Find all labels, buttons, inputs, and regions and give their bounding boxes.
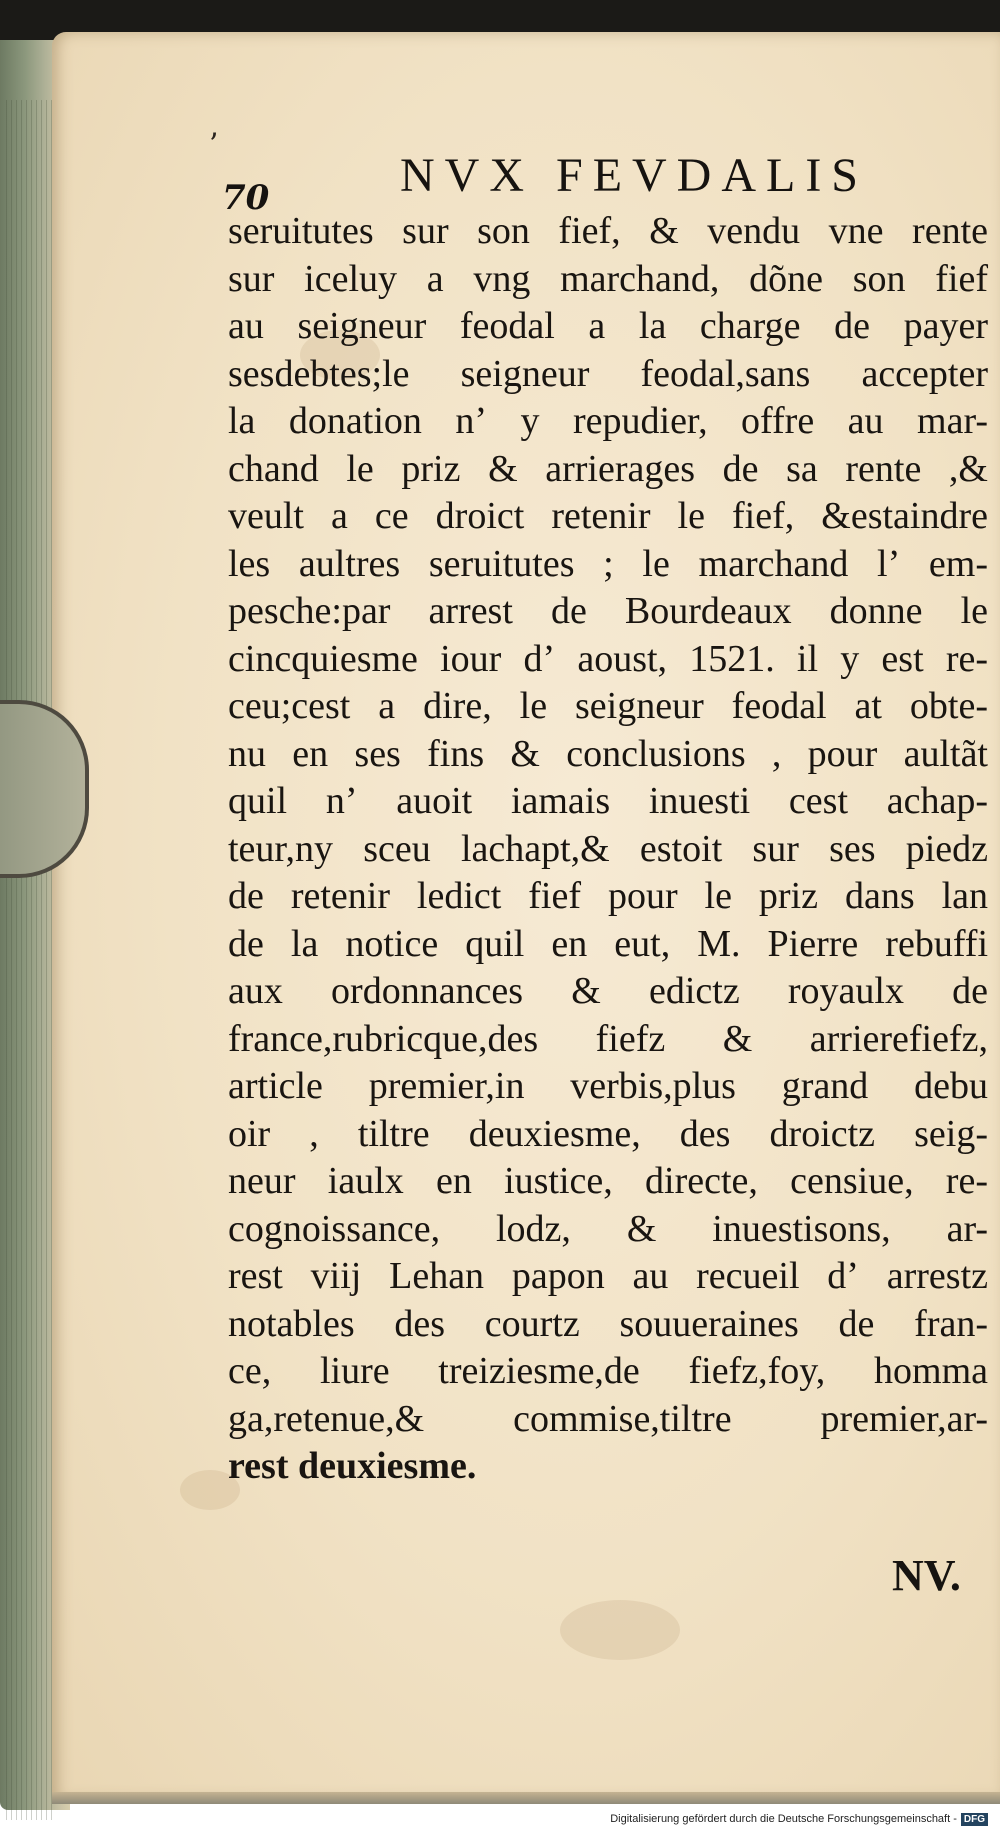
running-head: NVX FEVDALIS	[400, 149, 868, 202]
text-line: chand le priz & arrierages de sa rente ,&	[228, 447, 988, 490]
text-line: ceu;cest a dire, le seigneur feodal at obte-	[228, 685, 988, 727]
text-line: rest viij Lehan papon au recueil dʼ arrestz	[228, 1255, 988, 1297]
text-line: teur,ny sceu lachapt,& estoit sur ses piedz	[228, 827, 988, 870]
text-line: neur iaulx en iustice, directe, censiue, re-	[228, 1160, 988, 1202]
text-line: veult a ce droict retenir le fief, &estaindre	[228, 495, 988, 537]
text-line: quil nʼ auoit iamais inuesti cest achap-	[228, 780, 988, 822]
funding-note: Digitalisierung gefördert durch die Deutsche Forschungsgemeinschaft -	[610, 1813, 957, 1825]
text-line: france,rubricque,des fiefz & arrierefiefz,	[228, 1017, 988, 1060]
text-line: nu en ses fins & conclusions , pour aultãt	[228, 732, 988, 775]
catchword: NV.	[892, 1551, 961, 1600]
text-line: article premier,in verbis,plus grand debu	[228, 1065, 988, 1107]
text-line: cincquiesme iour dʼ aoust, 1521. il y est re-	[228, 637, 988, 680]
text-line: de retenir ledict fief pour le priz dans lan	[228, 875, 988, 917]
margin-mark: ʼ	[208, 128, 218, 163]
text-line: notables des courtz souueraines de fran-	[228, 1302, 988, 1345]
page-number: 70	[222, 178, 270, 218]
text-line: ga,retenue,& commise,tiltre premier,ar-	[228, 1397, 988, 1440]
text-line: sur iceluy a vng marchand, dõne son fief	[228, 257, 988, 300]
paper-stain	[560, 1600, 680, 1660]
text-line: pesche:par arrest de Bourdeaux donne le	[228, 590, 988, 632]
text-line: de la notice quil en eut, M. Pierre rebuffi	[228, 922, 988, 965]
page-bottom-edge	[52, 1792, 1000, 1804]
body-text	[228, 208, 988, 1491]
dfg-logo: DFG	[961, 1813, 988, 1826]
text-line: rest deuxiesme.	[228, 1445, 477, 1487]
page-edges	[6, 100, 56, 1820]
text-line: sesdebtes;le seigneur feodal,sans accepter	[228, 352, 988, 395]
text-line: aux ordonnances & edictz royaulx de	[228, 970, 988, 1012]
text-line: la donation nʼ y repudier, offre au mar-	[228, 400, 988, 442]
text-line: au seigneur feodal a la charge de payer	[228, 305, 988, 347]
digitization-footer	[610, 1813, 988, 1826]
text-line: cognoissance, lodz, & inuestisons, ar-	[228, 1207, 988, 1250]
text-line: les aultres seruitutes ; le marchand lʼ em-	[228, 542, 988, 585]
text-line: oir , tiltre deuxiesme, des droictz seig-	[228, 1112, 988, 1155]
text-line: ce, liure treiziesme,de fiefz,foy, homma	[228, 1350, 988, 1392]
text-line: seruitutes sur son fief, & vendu vne rente	[228, 210, 988, 252]
